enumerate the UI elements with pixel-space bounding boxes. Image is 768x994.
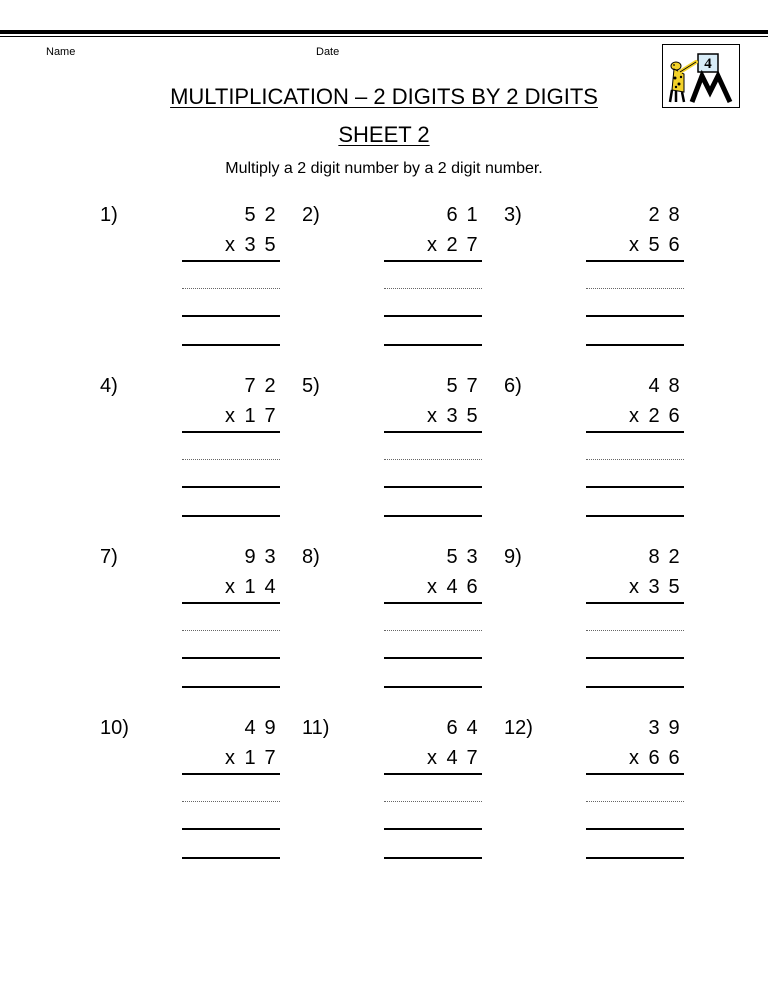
partial-answer-line [586,459,684,460]
digit: 5 [264,234,276,256]
operator: x [427,234,437,256]
multiplicand [180,204,280,227]
digit: 3 [648,576,660,598]
product-rule [586,773,684,775]
digit: 2 [446,234,458,256]
problem [302,204,482,354]
partial-answer-rule [384,315,482,317]
digit: 7 [466,375,478,397]
multiplicand [382,204,482,227]
problem [504,717,684,867]
product-rule [384,431,482,433]
operator: x [427,576,437,598]
operator: x [225,234,235,256]
operator: x [225,405,235,427]
digit: 4 [446,747,458,769]
multiplier [382,576,482,599]
partial-answer-line [384,801,482,802]
final-answer-rule [384,344,482,346]
product-rule [182,260,280,262]
multiplicand [382,546,482,569]
digit: 2 [264,375,276,397]
digit: 7 [264,405,276,427]
final-answer-rule [182,344,280,346]
multiplier [180,747,280,770]
multiplicand [584,204,684,227]
problem [100,717,280,867]
multiplicand [382,375,482,398]
digit: 6 [446,204,458,226]
final-answer-rule [182,857,280,859]
math-logo-icon [662,44,740,108]
partial-answer-rule [586,486,684,488]
problem-number: 5) [302,375,320,397]
product-rule [182,602,280,604]
problem-number: 10) [100,717,129,739]
problem [100,375,280,525]
partial-answer-rule [384,828,482,830]
digit: 4 [446,576,458,598]
digit: 5 [446,546,458,568]
digit: 5 [648,234,660,256]
partial-answer-line [384,459,482,460]
problem [504,204,684,354]
operator: x [629,747,639,769]
top-border-thin [0,36,768,37]
digit: 4 [466,717,478,739]
top-border-thick [0,30,768,34]
partial-answer-rule [586,315,684,317]
product-rule [586,260,684,262]
digit: 3 [648,717,660,739]
digit: 5 [466,405,478,427]
partial-answer-line [182,630,280,631]
date-label: Date [316,46,340,58]
operator: x [629,234,639,256]
page-title: MULTIPLICATION – 2 DIGITS BY 2 DIGITS [170,84,598,109]
operator: x [629,576,639,598]
digit: 1 [244,405,256,427]
digit: 7 [264,747,276,769]
multiplicand [180,546,280,569]
problem-number: 1) [100,204,118,226]
digit: 6 [668,747,680,769]
product-rule [384,773,482,775]
digit: 3 [244,234,256,256]
sheet-subtitle: SHEET 2 [338,122,430,147]
digit: 7 [466,234,478,256]
final-answer-rule [182,515,280,517]
digit: 6 [466,576,478,598]
digit: 2 [264,204,276,226]
partial-answer-rule [586,657,684,659]
product-rule [384,260,482,262]
problem [504,546,684,696]
digit: 6 [668,234,680,256]
digit: 9 [668,717,680,739]
problem-number: 11) [302,717,330,739]
problem [302,375,482,525]
digit: 5 [446,375,458,397]
partial-answer-rule [182,486,280,488]
digit: 5 [668,576,680,598]
digit: 8 [648,546,660,568]
digit: 2 [668,546,680,568]
name-label: Name [46,46,76,58]
operator: x [225,576,235,598]
problem-number: 2) [302,204,320,226]
problem-number: 3) [504,204,522,226]
problem-number: 9) [504,546,522,568]
problem-number: 4) [100,375,118,397]
problem [302,717,482,867]
digit: 3 [446,405,458,427]
digit: 1 [466,204,478,226]
product-rule [182,773,280,775]
digit: 1 [244,576,256,598]
product-rule [586,431,684,433]
digit: 9 [244,546,256,568]
partial-answer-rule [182,315,280,317]
digit: 8 [668,375,680,397]
digit: 6 [446,717,458,739]
partial-answer-line [182,459,280,460]
multiplier [382,747,482,770]
partial-answer-line [182,801,280,802]
partial-answer-rule [384,657,482,659]
final-answer-rule [586,515,684,517]
partial-answer-line [384,288,482,289]
partial-answer-rule [586,828,684,830]
multiplier [584,747,684,770]
digit: 4 [648,375,660,397]
final-answer-rule [182,686,280,688]
partial-answer-line [384,630,482,631]
multiplier [584,405,684,428]
operator: x [629,405,639,427]
digit: 9 [264,717,276,739]
multiplicand [180,375,280,398]
digit: 6 [648,747,660,769]
multiplicand [584,717,684,740]
problem [100,546,280,696]
final-answer-rule [586,344,684,346]
final-answer-rule [384,515,482,517]
multiplier [584,576,684,599]
multiplier [180,405,280,428]
partial-answer-line [586,288,684,289]
digit: 4 [244,717,256,739]
product-rule [384,602,482,604]
partial-answer-line [586,801,684,802]
digit: 3 [264,546,276,568]
final-answer-rule [384,857,482,859]
product-rule [586,602,684,604]
multiplicand [584,546,684,569]
digit: 1 [244,747,256,769]
problem [100,204,280,354]
multiplier [382,234,482,257]
digit: 7 [466,747,478,769]
multiplier [584,234,684,257]
multiplier [180,234,280,257]
multiplicand [382,717,482,740]
final-answer-rule [586,686,684,688]
instructions: Multiply a 2 digit number by a 2 digit number. [225,160,543,177]
partial-answer-line [182,288,280,289]
problem-number: 7) [100,546,118,568]
multiplier [180,576,280,599]
partial-answer-rule [182,828,280,830]
problem [302,546,482,696]
multiplier [382,405,482,428]
operator: x [427,405,437,427]
digit: 2 [648,405,660,427]
problem-number: 12) [504,717,533,739]
problem-number: 6) [504,375,522,397]
final-answer-rule [586,857,684,859]
digit: 3 [466,546,478,568]
partial-answer-rule [384,486,482,488]
digit: 8 [668,204,680,226]
digit: 6 [668,405,680,427]
final-answer-rule [384,686,482,688]
digit: 2 [648,204,660,226]
operator: x [427,747,437,769]
problem [504,375,684,525]
partial-answer-line [586,630,684,631]
problem-number: 8) [302,546,320,568]
product-rule [182,431,280,433]
logo-number: 4 [704,56,712,72]
partial-answer-rule [182,657,280,659]
digit: 4 [264,576,276,598]
multiplicand [180,717,280,740]
digit: 5 [244,204,256,226]
multiplicand [584,375,684,398]
operator: x [225,747,235,769]
digit: 7 [244,375,256,397]
